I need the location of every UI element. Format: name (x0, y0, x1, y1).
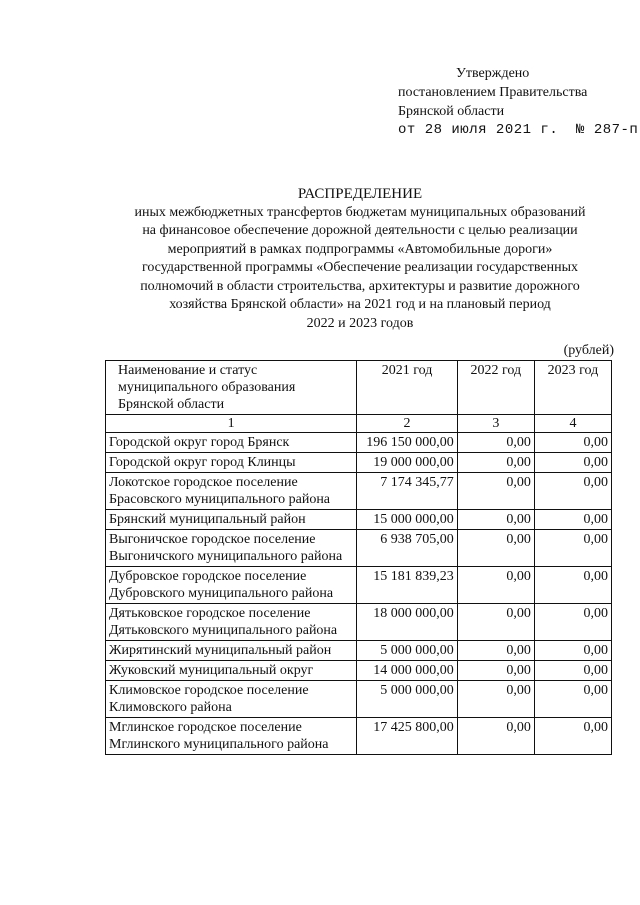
header-name-status: Наименование и статус муниципального образования Брянской области (106, 361, 357, 415)
municipality-name: Климовское городское поселение Климовского района (106, 681, 357, 718)
table-row (106, 473, 612, 510)
table-header-row (106, 361, 612, 415)
amount-2023: 0,00 (534, 453, 611, 473)
amount-2021: 196 150 000,00 (357, 433, 458, 453)
title-line: полномочий в области строительства, архитектуры и развитие дорожного (140, 278, 580, 294)
amount-2021: 14 000 000,00 (357, 661, 458, 681)
amount-2022: 0,00 (457, 661, 534, 681)
amount-2023: 0,00 (534, 510, 611, 530)
amount-2021: 15 181 839,23 (357, 567, 458, 604)
amount-2022: 0,00 (457, 641, 534, 661)
col-number: 4 (534, 415, 611, 433)
municipality-name: Городской округ город Клинцы (106, 453, 357, 473)
amount-2022: 0,00 (457, 530, 534, 567)
amount-2021: 18 000 000,00 (357, 604, 458, 641)
table-row (106, 661, 612, 681)
units-label: (рублей) (563, 343, 614, 358)
amount-2022: 0,00 (457, 433, 534, 453)
table-row (106, 530, 612, 567)
amount-2021: 5 000 000,00 (357, 681, 458, 718)
municipality-name: Брянский муниципальный район (106, 510, 357, 530)
column-number-row (106, 415, 612, 433)
amount-2022: 0,00 (457, 681, 534, 718)
amount-2023: 0,00 (534, 473, 611, 510)
amount-2021: 5 000 000,00 (357, 641, 458, 661)
table-row (106, 453, 612, 473)
header-2022: 2022 год (457, 361, 534, 415)
table-row (106, 718, 612, 755)
approval-stamp (398, 64, 638, 140)
amount-2022: 0,00 (457, 604, 534, 641)
amount-2022: 0,00 (457, 473, 534, 510)
distribution-table (105, 360, 612, 755)
municipality-name: Жирятинский муниципальный район (106, 641, 357, 661)
amount-2021: 6 938 705,00 (357, 530, 458, 567)
municipality-name: Локотское городское поселение Брасовского муниципального района (106, 473, 357, 510)
municipality-name: Выгоничское городское поселение Выгоничского муниципального района (106, 530, 357, 567)
table-row (106, 681, 612, 718)
amount-2021: 17 425 800,00 (357, 718, 458, 755)
amount-2023: 0,00 (534, 661, 611, 681)
approval-line-decree: постановлением Правительства (398, 85, 588, 100)
table-row (106, 567, 612, 604)
header-2021: 2021 год (357, 361, 458, 415)
header-2023: 2023 год (534, 361, 611, 415)
amount-2023: 0,00 (534, 604, 611, 641)
title-line: хозяйства Брянской области» на 2021 год и на плановый период (169, 297, 551, 312)
amount-2022: 0,00 (457, 567, 534, 604)
amount-2022: 0,00 (457, 718, 534, 755)
amount-2023: 0,00 (534, 567, 611, 604)
approval-line-approved: Утверждено (456, 66, 530, 81)
amount-2023: 0,00 (534, 641, 611, 661)
title-heading: РАСПРЕДЕЛЕНИЕ (297, 186, 423, 202)
municipality-name: Городской округ город Брянск (106, 433, 357, 453)
approval-line-region: Брянской области (398, 104, 505, 119)
amount-2021: 15 000 000,00 (357, 510, 458, 530)
amount-2021: 19 000 000,00 (357, 453, 458, 473)
title-line: мероприятий в рамках подпрограммы «Автомобильные дороги» (167, 241, 553, 257)
municipality-name: Дятьковское городское поселение Дятьковского муниципального района (106, 604, 357, 641)
amount-2023: 0,00 (534, 718, 611, 755)
municipality-name: Жуковский муниципальный округ (106, 661, 357, 681)
table-row (106, 604, 612, 641)
municipality-name: Дубровское городское поселение Дубровского муниципального района (106, 567, 357, 604)
title-line: государственной программы «Обеспечение реализации государственных (141, 260, 579, 275)
amount-2022: 0,00 (457, 510, 534, 530)
col-number: 2 (357, 415, 458, 433)
col-number: 3 (457, 415, 534, 433)
amount-2022: 0,00 (457, 453, 534, 473)
table-row (106, 510, 612, 530)
municipality-name: Мглинское городское поселение Мглинского муниципального района (106, 718, 357, 755)
amount-2021: 7 174 345,77 (357, 473, 458, 510)
title-line: на финансовое обеспечение дорожной деятельности с целью реализации (142, 223, 578, 238)
col-number: 1 (106, 415, 357, 433)
table-row (106, 641, 612, 661)
title-line: иных межбюджетных трансфертов бюджетам муниципальных образований (134, 204, 586, 220)
table-row (106, 433, 612, 453)
amount-2023: 0,00 (534, 681, 611, 718)
amount-2023: 0,00 (534, 530, 611, 567)
amount-2023: 0,00 (534, 433, 611, 453)
approval-date-number: от 28 июля 2021 г. № 287-п (398, 122, 639, 138)
title-line: 2022 и 2023 годов (306, 315, 414, 331)
document-title (100, 185, 620, 333)
